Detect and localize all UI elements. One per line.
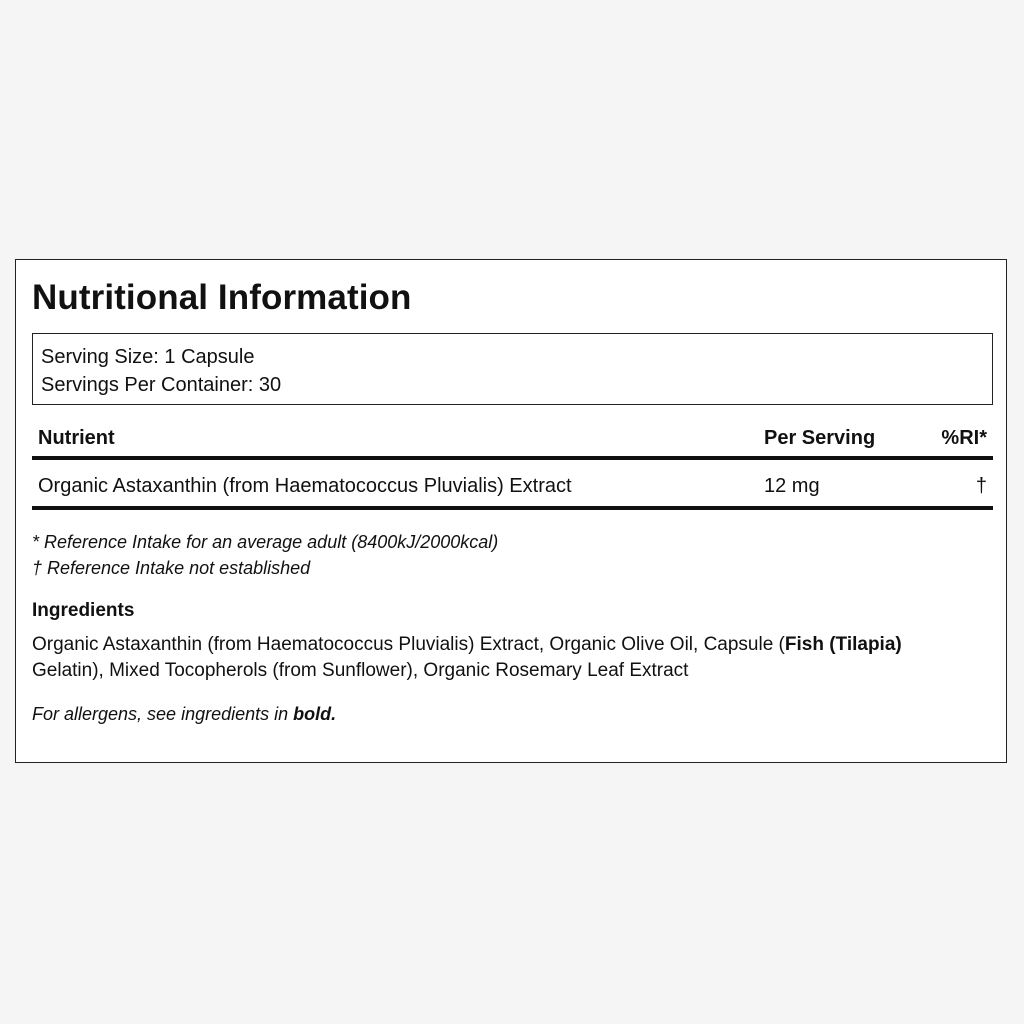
ingredients-text xyxy=(32,632,962,684)
footnote-not-established: † Reference Intake not established xyxy=(32,558,311,578)
ingredients-heading: Ingredients xyxy=(32,600,135,621)
nutrient-table xyxy=(32,420,993,510)
serving-info-box xyxy=(32,333,993,405)
nutrient-ri: † xyxy=(975,475,987,497)
table-header-row xyxy=(32,420,993,460)
allergen-note-bold: bold. xyxy=(293,704,337,724)
ingredients-part: Organic Astaxanthin (from Haematococcus Pluvialis) Extract, Organic Olive Oil, Capsule ( xyxy=(32,634,785,655)
nutrient-name: Organic Astaxanthin (from Haematococcus Pluvialis) Extract xyxy=(38,475,572,497)
label-title: Nutritional Information xyxy=(32,278,412,317)
allergen-note-text: For allergens, see ingredients in xyxy=(32,704,294,724)
header-nutrient: Nutrient xyxy=(38,427,115,449)
allergen-note xyxy=(32,704,336,725)
footnotes xyxy=(32,529,498,581)
footnote-reference-intake: * Reference Intake for an average adult (8400kJ/2000kcal) xyxy=(32,532,499,552)
table-row xyxy=(32,460,993,510)
allergen-ingredient: Fish (Tilapia) xyxy=(784,634,902,655)
header-ri: %RI* xyxy=(941,427,987,449)
serving-size: Serving Size: 1 Capsule xyxy=(41,346,255,368)
header-per-serving: Per Serving xyxy=(764,427,876,449)
nutrition-label xyxy=(15,259,1007,763)
ingredients-part: Gelatin), Mixed Tocopherols (from Sunflower), Organic Rosemary Leaf Extract xyxy=(32,660,689,681)
nutrient-amount: 12 mg xyxy=(764,475,820,497)
servings-per-container: Servings Per Container: 30 xyxy=(41,374,282,396)
